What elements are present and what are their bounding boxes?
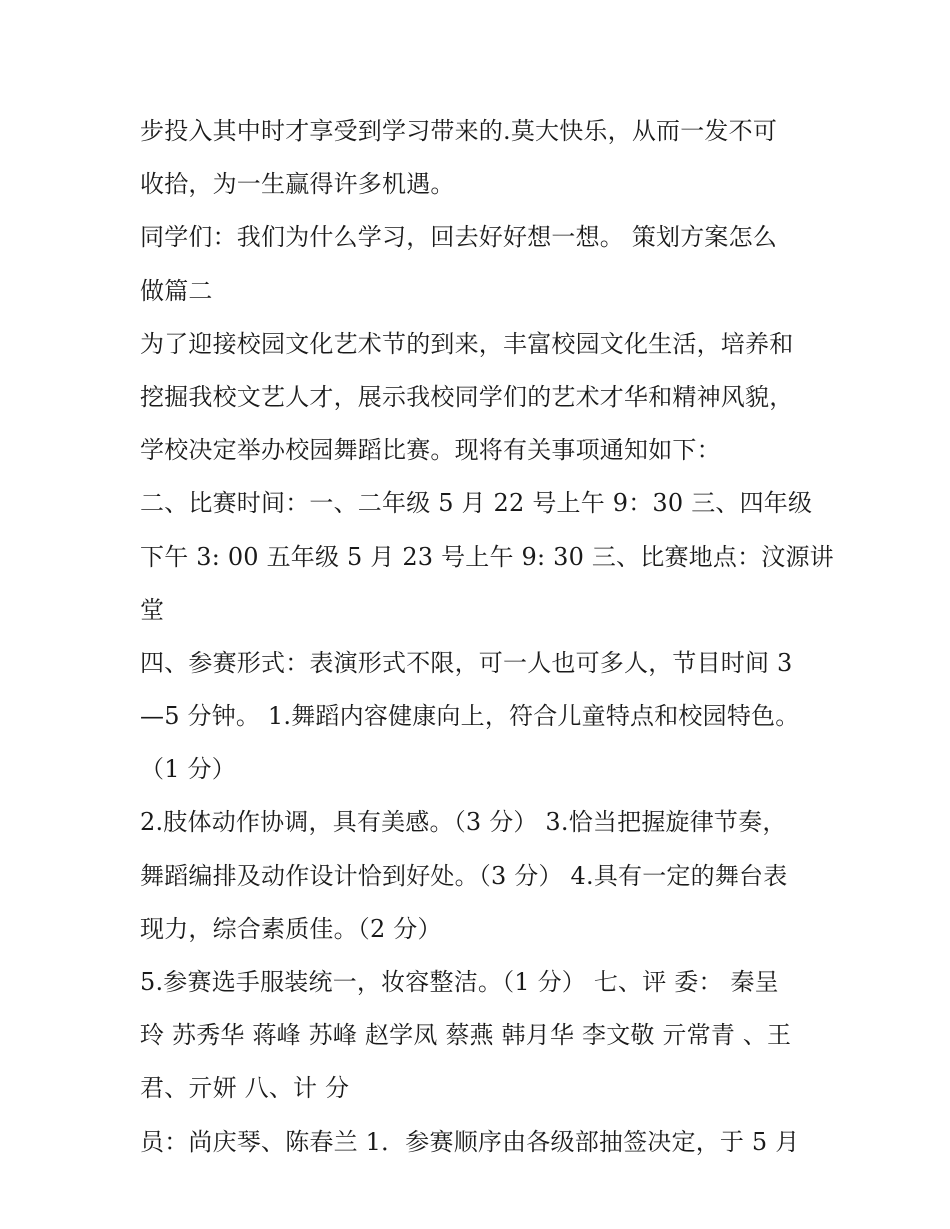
text-line: 收拾，为一生赢得许多机遇。 — [140, 170, 455, 199]
text-line: 步投入其中时才享受到学习带来的.莫大快乐，从而一发不可 — [140, 117, 778, 145]
text-line: 为了迎接校园文化艺术节的到来，丰富校园文化生活，培养和 — [140, 329, 794, 358]
text-line: 堂 — [140, 595, 165, 624]
text-line: 挖掘我校文艺人才，展示我校同学们的艺术才华和精神风貌， — [140, 382, 794, 411]
text-line: 二、比赛时间：一、二年级 5 月 22 号上午 9：30 三、四年级 — [140, 489, 813, 518]
text-line: 君、亓妍 八、计 分 — [140, 1074, 350, 1103]
text-line: 四、参赛形式：表演形式不限，可一人也可多人，节目时间 3 — [140, 648, 793, 677]
text-line: 员：尚庆琴、陈春兰 1．参赛顺序由各级部抽签决定，于 5 月 — [140, 1127, 800, 1156]
text-line: 下午 3: 00 五年级 5 月 23 号上午 9: 30 三、比赛地点：汶源讲 — [140, 542, 834, 571]
document-body — [140, 105, 834, 1169]
text-line: 学校决定举办校园舞蹈比赛。现将有关事项通知如下： — [140, 436, 721, 465]
text-line: （1 分） — [140, 755, 236, 784]
text-line: 2.肢体动作协调，具有美感。（3 分） 3.恰当把握旋律节奏， — [140, 808, 787, 837]
text-line: 舞蹈编排及动作设计恰到好处。（3 分） 4.具有一定的舞台表 — [140, 861, 788, 890]
text-line: 做篇二 — [140, 276, 213, 305]
text-line: 现力，综合素质佳。（2 分） — [140, 914, 442, 943]
text-line: 玲 苏秀华 蒋峰 苏峰 赵学凤 蔡燕 韩月华 李文敬 亓常青 、王 — [140, 1021, 792, 1050]
text-line: 5.参赛选手服装统一，妆容整洁。（1 分） 七、评 委： 秦呈 — [140, 968, 779, 996]
text-line: —5 分钟。 1.舞蹈内容健康向上，符合儿童特点和校园特色。 — [140, 702, 800, 731]
text-line: 同学们：我们为什么学习，回去好好想一想。 策划方案怎么 — [140, 223, 778, 252]
